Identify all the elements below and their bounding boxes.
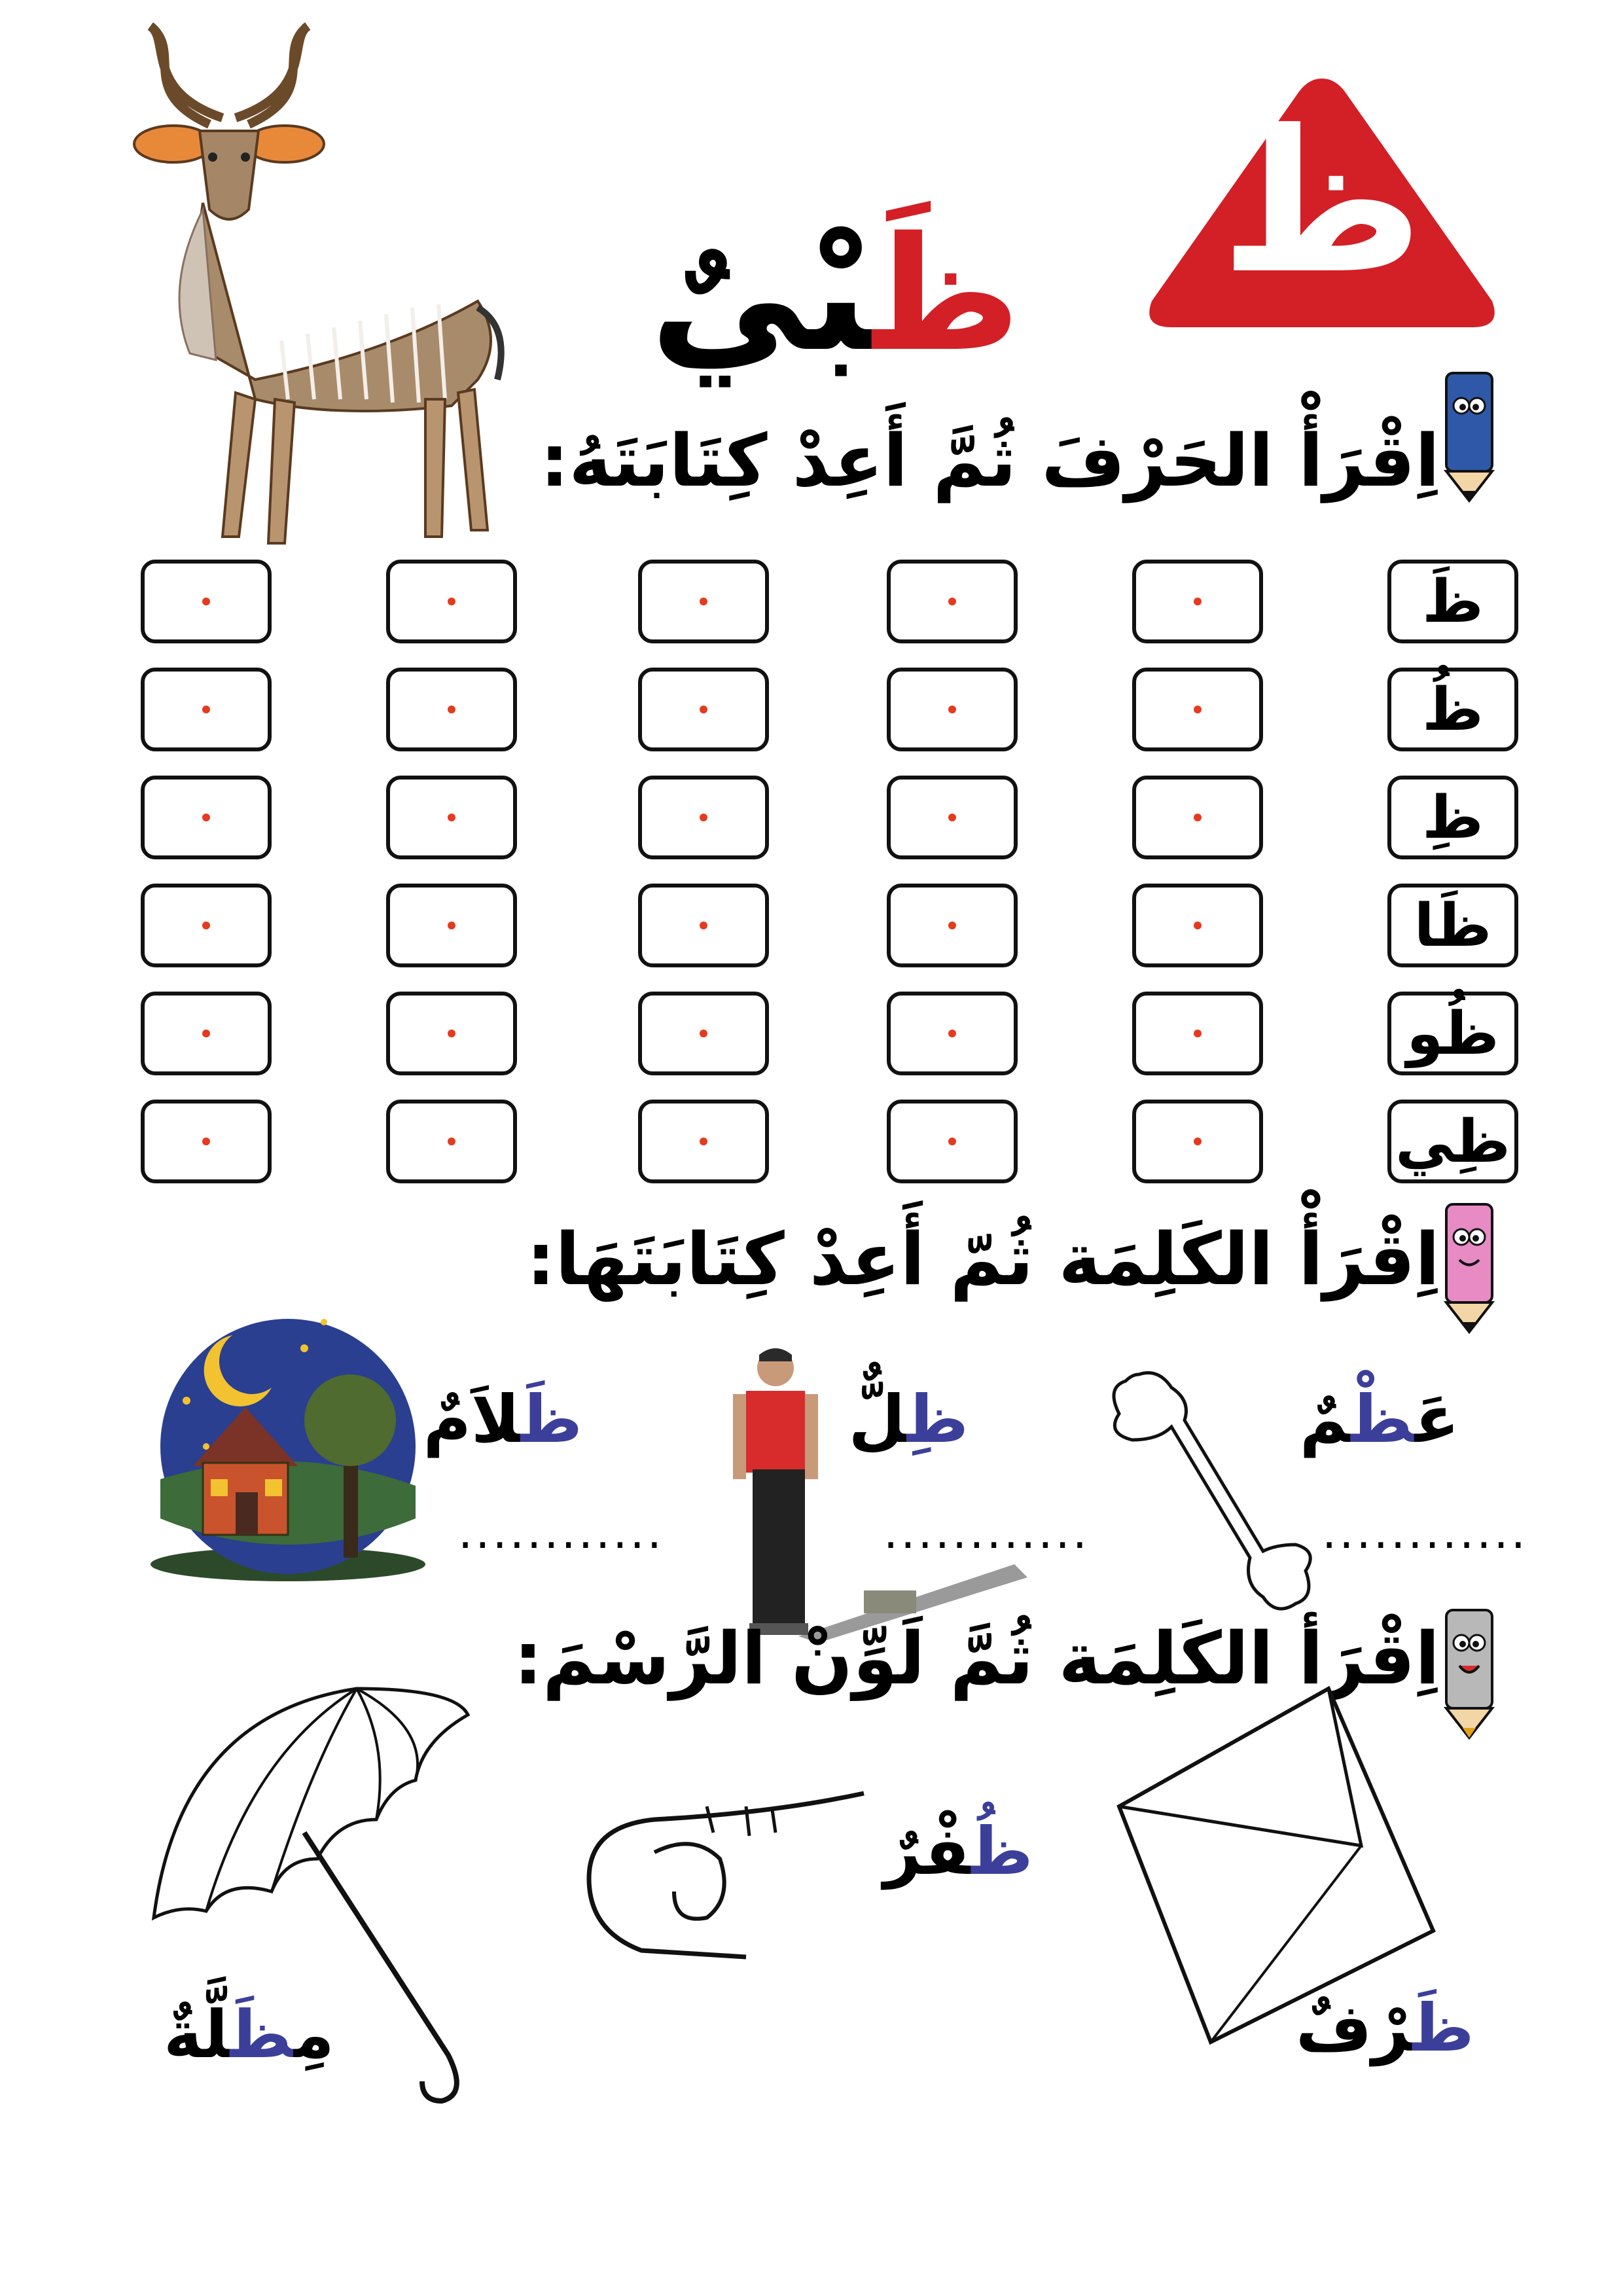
- start-dot: [948, 814, 956, 821]
- copy-word-shadow-blank[interactable]: ............: [883, 1505, 1090, 1559]
- boy-shadow-illustration: [713, 1342, 1041, 1643]
- start-dot: [1194, 814, 1202, 821]
- start-dot: [448, 1030, 455, 1037]
- start-dot: [448, 814, 455, 821]
- grey-pencil-icon: [1436, 1604, 1502, 1741]
- copy-word-night-blank[interactable]: ............: [458, 1505, 665, 1559]
- color-word-envelope: ظَرْفٌ: [1296, 1990, 1474, 2066]
- letter-writing-box[interactable]: [887, 776, 1018, 859]
- letter-writing-box[interactable]: [386, 776, 517, 859]
- night-house-illustration: [147, 1309, 429, 1584]
- letter-writing-box[interactable]: [887, 1100, 1018, 1183]
- letter-writing-box[interactable]: [638, 560, 769, 643]
- start-dot: [202, 1138, 210, 1145]
- start-dot: [448, 706, 455, 713]
- featured-word: [650, 196, 1021, 393]
- start-dot: [448, 1138, 455, 1145]
- start-dot: [1194, 598, 1202, 605]
- start-dot: [1194, 1138, 1202, 1145]
- start-dot: [948, 598, 956, 605]
- start-dot: [448, 598, 455, 605]
- color-word-umbrella: مِظَلَّةٌ: [164, 1996, 334, 2073]
- letter-writing-box[interactable]: [887, 560, 1018, 643]
- letter-writing-box[interactable]: [141, 776, 272, 859]
- letter-writing-box[interactable]: [638, 668, 769, 751]
- start-dot: [700, 1138, 707, 1145]
- letter-writing-box[interactable]: [887, 992, 1018, 1075]
- start-dot: [202, 1030, 210, 1037]
- copy-word-bone: عَظْمٌ: [1299, 1381, 1459, 1458]
- letter-writing-box[interactable]: [386, 1100, 517, 1183]
- letter-writing-box[interactable]: [1132, 992, 1263, 1075]
- copy-word-bone-blank[interactable]: ............: [1322, 1505, 1529, 1559]
- copy-word-shadow: ظِلٌّ: [848, 1381, 969, 1458]
- letter-model-box: ظِ: [1387, 776, 1518, 859]
- start-dot: [700, 598, 707, 605]
- start-dot: [1194, 922, 1202, 929]
- letter-writing-box[interactable]: [141, 1100, 272, 1183]
- instruction-read-letter: اِقْرَأْ الحَرْفَ ثُمَّ أَعِدْ كِتَابَتَهُ:: [540, 419, 1440, 503]
- blue-pencil-icon: [1436, 367, 1502, 504]
- letter-writing-box[interactable]: [887, 884, 1018, 967]
- copy-word-night: ظَلاَمٌ: [423, 1381, 582, 1458]
- start-dot: [202, 922, 210, 929]
- letter-writing-box[interactable]: [386, 560, 517, 643]
- color-word-fingernail: ظُفْرٌ: [883, 1813, 1033, 1890]
- letter-writing-box[interactable]: [141, 668, 272, 751]
- letter-writing-box[interactable]: [386, 884, 517, 967]
- bone-illustration: [1099, 1361, 1322, 1623]
- start-dot: [700, 922, 707, 929]
- start-dot: [202, 706, 210, 713]
- letter-writing-box[interactable]: [1132, 1100, 1263, 1183]
- letter-writing-box[interactable]: [386, 668, 517, 751]
- letter-writing-box[interactable]: [1132, 776, 1263, 859]
- start-dot: [948, 922, 956, 929]
- letter-writing-box[interactable]: [887, 668, 1018, 751]
- letter-writing-box[interactable]: [638, 1100, 769, 1183]
- start-dot: [700, 706, 707, 713]
- start-dot: [202, 814, 210, 821]
- featured-letter: ظ: [1220, 88, 1424, 317]
- start-dot: [202, 598, 210, 605]
- letter-writing-box[interactable]: [638, 776, 769, 859]
- letter-model-box: ظِي: [1387, 1100, 1518, 1183]
- start-dot: [1194, 706, 1202, 713]
- start-dot: [948, 1138, 956, 1145]
- start-dot: [948, 1030, 956, 1037]
- letter-writing-box[interactable]: [386, 992, 517, 1075]
- letter-writing-box[interactable]: [1132, 884, 1263, 967]
- letter-writing-box[interactable]: [638, 884, 769, 967]
- start-dot: [448, 922, 455, 929]
- letter-writing-box[interactable]: [141, 560, 272, 643]
- pink-pencil-icon: [1436, 1198, 1502, 1335]
- letter-writing-box[interactable]: [1132, 668, 1263, 751]
- letter-model-box: ظُو: [1387, 992, 1518, 1075]
- featured-word-rest: بْيٌ: [650, 203, 873, 386]
- instruction-read-color: اِقْرَأ الكَلِمَة ثُمَّ لَوِّنْ الرَّسْمَ:: [514, 1617, 1440, 1700]
- letter-writing-box[interactable]: [141, 884, 272, 967]
- start-dot: [700, 814, 707, 821]
- start-dot: [948, 706, 956, 713]
- letter-model-box: ظُ: [1387, 668, 1518, 751]
- letter-writing-box[interactable]: [141, 992, 272, 1075]
- fingernail-outline[interactable]: [576, 1780, 870, 1970]
- letter-model-box: ظَ: [1387, 560, 1518, 643]
- featured-word-letter: ظَ: [872, 203, 1021, 386]
- letter-writing-box[interactable]: [1132, 560, 1263, 643]
- start-dot: [700, 1030, 707, 1037]
- letter-writing-box[interactable]: [638, 992, 769, 1075]
- start-dot: [1194, 1030, 1202, 1037]
- instruction-read-word: اِقْرَأْ الكَلِمَة ثُمّ أَعِدْ كِتَابَتَهَا:: [526, 1217, 1440, 1301]
- kudu-illustration: [59, 13, 530, 563]
- letter-model-box: ظَا: [1387, 884, 1518, 967]
